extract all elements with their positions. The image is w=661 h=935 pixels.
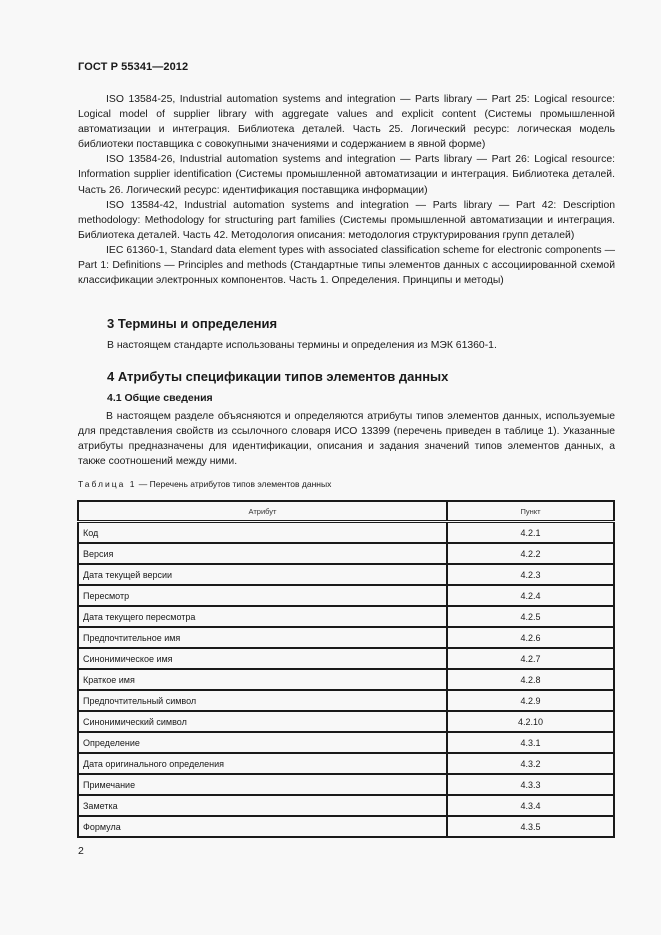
header-attribute: Атрибут: [78, 501, 447, 522]
header-clause: Пункт: [447, 501, 614, 522]
attribute-cell: Синонимический символ: [78, 711, 447, 732]
clause-cell: 4.2.5: [447, 606, 614, 627]
clause-cell: 4.2.6: [447, 627, 614, 648]
reference-iso-13584-42: ISO 13584-42, Industrial automation systems and integration — Parts library — Part 42: Description methodology: Methodology for structuring part families (Системы промышленной автоматизации и интеграция. Библиотека деталей. Часть 42. Методология описания: методология структурирования групп деталей): [78, 199, 615, 241]
attribute-cell: Краткое имя: [78, 669, 447, 690]
table-row: [78, 522, 614, 544]
table-row: [78, 690, 614, 711]
clause-cell: 4.2.10: [447, 711, 614, 732]
subsection-4-1-title: 4.1 Общие сведения: [107, 392, 213, 404]
attribute-cell: Определение: [78, 732, 447, 753]
clause-cell: 4.2.7: [447, 648, 614, 669]
table-row: [78, 543, 614, 564]
attribute-cell: Дата текущей версии: [78, 564, 447, 585]
attribute-cell: Код: [78, 522, 447, 544]
table-header-row: [78, 501, 614, 522]
attribute-cell: Предпочтительный символ: [78, 690, 447, 711]
document-code-header: ГОСТ Р 55341—2012: [78, 61, 189, 73]
page-number: 2: [78, 845, 84, 857]
clause-cell: 4.2.9: [447, 690, 614, 711]
table-caption-text: — Перечень атрибутов типов элементов данных: [136, 479, 332, 489]
clause-cell: 4.3.1: [447, 732, 614, 753]
table-row: [78, 816, 614, 837]
clause-cell: 4.2.3: [447, 564, 614, 585]
clause-cell: 4.3.3: [447, 774, 614, 795]
section-4-title: 4 Атрибуты спецификации типов элементов данных: [107, 369, 449, 384]
table-row: [78, 564, 614, 585]
reference-iso-13584-25: ISO 13584-25, Industrial automation systems and integration — Parts library — Part 25: Logical resource: Logical model of supplier library with aggregate values and explicit content (Системы промышленной автоматизации и интеграция. Библиотека деталей. Часть 25. Логический ресурс: логическая модель библиотеки поставщика с совокупными значениями и содержанием в явной форме): [78, 94, 615, 151]
section-4-1-text: В настоящем разделе объясняются и определяются атрибуты типов элементов данных, используемые для представления свойств из ссылочного словаря ИСО 13399 (перечень приведен в таблице 1). Указанные атрибуты предназначены для идентификации, описания и задания значений типов элементов данных, а также соотношений между ними.: [78, 411, 615, 468]
section-3-text: В настоящем стандарте использованы термины и определения из МЭК 61360-1.: [107, 340, 497, 351]
attribute-cell: Заметка: [78, 795, 447, 816]
attribute-cell: Версия: [78, 543, 447, 564]
attribute-cell: Дата текущего пересмотра: [78, 606, 447, 627]
table-row: [78, 648, 614, 669]
table-caption-label: Таблица 1: [78, 479, 137, 489]
table-row: [78, 711, 614, 732]
attribute-cell: Синонимическое имя: [78, 648, 447, 669]
table-row: [78, 732, 614, 753]
table-row: [78, 627, 614, 648]
clause-cell: 4.2.2: [447, 543, 614, 564]
section-4-1-body: [78, 409, 615, 469]
clause-cell: 4.2.8: [447, 669, 614, 690]
attribute-cell: Примечание: [78, 774, 447, 795]
table-caption: [78, 479, 331, 489]
reference-iec-61360-1: IEC 61360-1, Standard data element types with associated classification scheme for electronic components — Part 1: Definitions — Principles and methods (Стандартные типы элементов данных с ассоциированной схемой классификации электронных компонентов. Часть 1. Определения. Принципы и методы): [78, 244, 615, 287]
table-row: [78, 774, 614, 795]
attribute-cell: Формула: [78, 816, 447, 837]
clause-cell: 4.3.2: [447, 753, 614, 774]
normative-references: [78, 92, 615, 288]
reference-iso-13584-26: ISO 13584-26, Industrial automation systems and integration — Parts library — Part 26: Logical resource: Information supplier identification (Системы промышленной автоматизации и интеграция. Библиотека деталей. Часть 26. Логический ресурс: идентификация поставщика информации): [78, 154, 615, 196]
clause-cell: 4.3.5: [447, 816, 614, 837]
table-row: [78, 795, 614, 816]
clause-cell: 4.3.4: [447, 795, 614, 816]
attribute-cell: Предпочтительное имя: [78, 627, 447, 648]
attributes-table: [77, 500, 615, 838]
table-row: [78, 585, 614, 606]
section-3-title: 3 Термины и определения: [107, 316, 278, 331]
table-row: [78, 606, 614, 627]
attribute-cell: Дата оригинального определения: [78, 753, 447, 774]
table-row: [78, 753, 614, 774]
attribute-cell: Пересмотр: [78, 585, 447, 606]
clause-cell: 4.2.4: [447, 585, 614, 606]
table-row: [78, 669, 614, 690]
clause-cell: 4.2.1: [520, 527, 541, 538]
